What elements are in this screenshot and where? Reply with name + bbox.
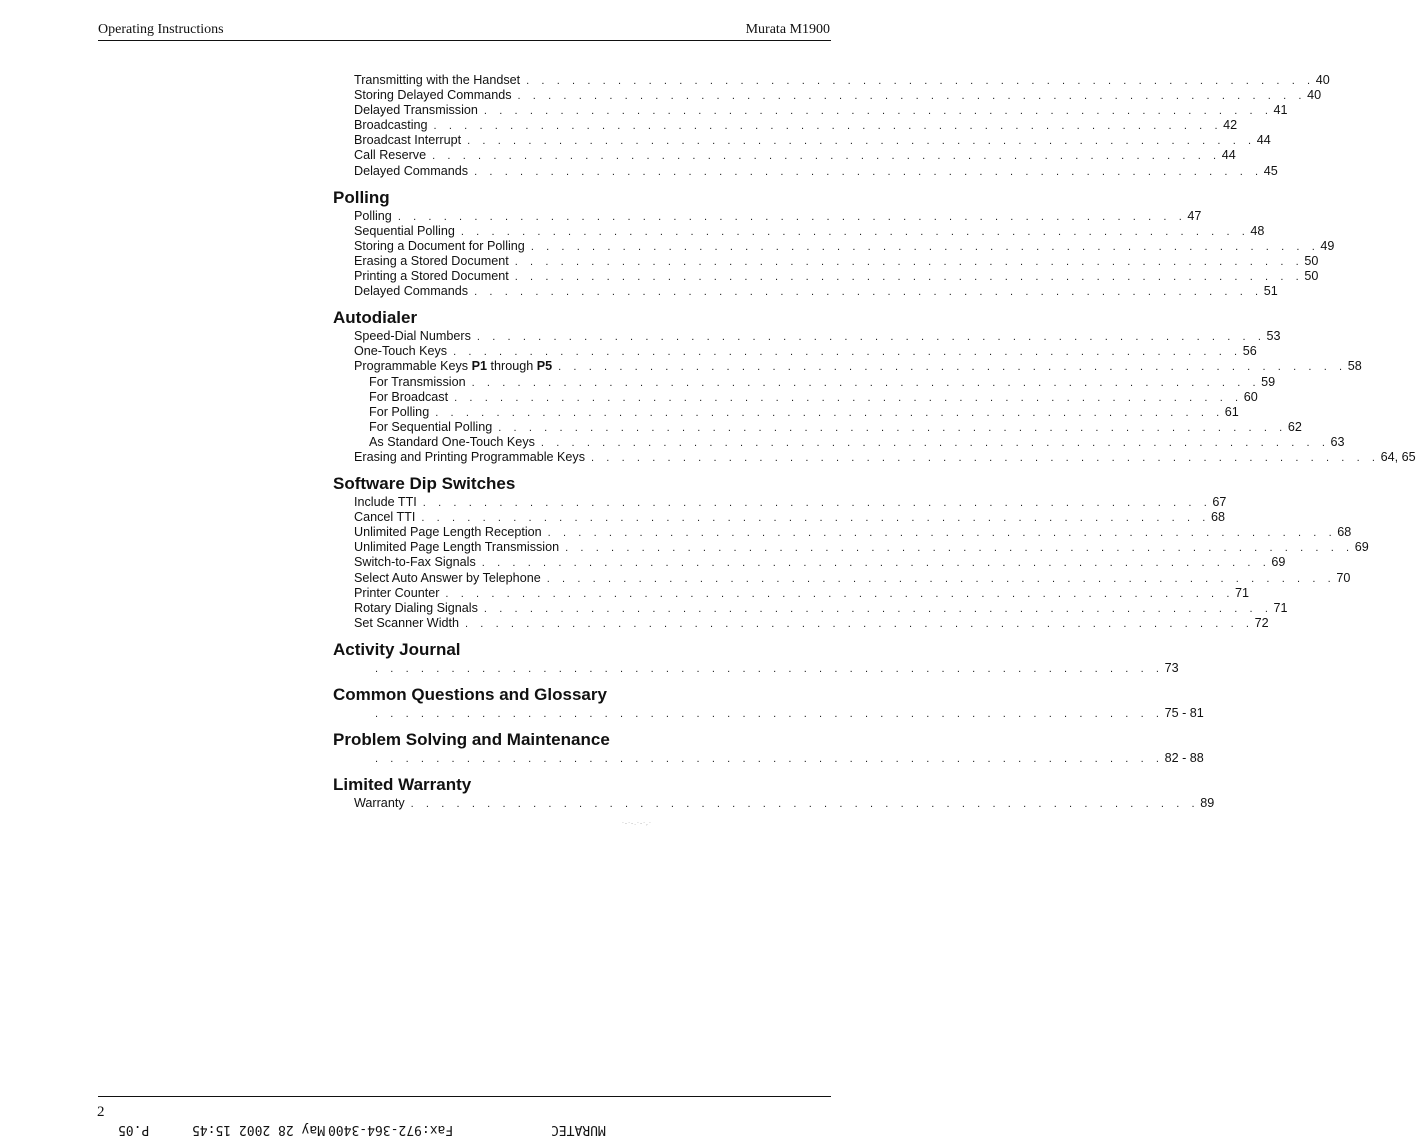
dot-leader: . . . . . . . . . . . . . . . . . . . . . . . . . . . . . . . . . . . . . . . . . . . . . . . . . . . .	[498, 421, 1287, 434]
page-number: 2	[97, 1104, 105, 1120]
toc-entry	[333, 73, 1330, 88]
fax-page-id: P.05	[118, 1122, 150, 1137]
toc-entry	[333, 238, 1335, 254]
dot-leader: . . . . . . . . . . . . . . . . . . . . . . . . . . . . . . . . . . . . . . . . . . . . . . . . . . . .	[476, 331, 1266, 344]
fax-number: Fax:972-364-3400	[328, 1122, 454, 1137]
toc-entry-page: 50	[1304, 253, 1319, 268]
toc-entry-label: Printer Counter	[354, 585, 440, 600]
toc-section	[333, 639, 1179, 676]
dot-leader: . . . . . . . . . . . . . . . . . . . . . . . . . . . . . . . . . . . . . . . . . . . . . . . . . . . .	[481, 557, 1271, 570]
dot-leader: . . . . . . . . . . . . . . . . . . . . . . . . . . . . . . . . . . . . . . . . . . . . . . . . . . . .	[540, 436, 1330, 449]
dot-leader: . . . . . . . . . . . . . . . . . . . . . . . . . . . . . . . . . . . . . . . . . . . . . . . . . . . .	[465, 617, 1254, 630]
dot-leader: . . . . . . . . . . . . . . . . . . . . . . . . . . . . . . . . . . . . . . . . . . . . . . . . . . . .	[445, 587, 1234, 600]
dot-leader: . . . . . . . . . . . . . . . . . . . . . . . . . . . . . . . . . . . . . . . . . . . . . . . . . . . .	[483, 105, 1273, 118]
dot-leader: . . . . . . . . . . . . . . . . . . . . . . . . . . . . . . . . . . . . . . . . . . . . . . . . . . . .	[467, 135, 1256, 148]
toc-entry-label: Delayed Commands	[354, 163, 469, 178]
dot-leader: . . . . . . . . . . . . . . . . . . . . . . . . . . . . . . . . . . . . . . . . . . . . . . . . . . . .	[375, 662, 1164, 675]
toc-entry-page: 73	[1164, 660, 1179, 675]
toc-entry-label: Warranty	[354, 796, 405, 811]
toc-entry-label: Delayed Commands	[354, 284, 469, 299]
dot-leader: . . . . . . . . . . . . . . . . . . . . . . . . . . . . . . . . . . . . . . . . . . . . . . . . . . . .	[517, 90, 1307, 103]
dot-leader: . . . . . . . . . . . . . . . . . . . . . . . . . . . . . . . . . . . . . . . . . . . . . . . . . . . .	[397, 210, 1187, 223]
toc-section-title: Software Dip Switches	[333, 474, 516, 494]
toc-entry-page: 49	[1320, 238, 1335, 253]
toc-entry-page: 63	[1330, 434, 1345, 449]
toc-entry-label: Cancel TTI	[354, 510, 416, 525]
toc-entry-label-part: P5	[536, 359, 553, 374]
running-header-left: Operating Instructions	[98, 22, 224, 37]
toc-entry-page: 50	[1304, 269, 1319, 284]
toc-entry-label: One-Touch Keys	[354, 344, 448, 359]
toc-entry-label-part: through	[487, 359, 537, 374]
dot-leader: . . . . . . . . . . . . . . . . . . . . . . . . . . . . . . . . . . . . . . . . . . . . . . . . . . . .	[460, 225, 1250, 238]
toc-entry-label: For Broadcast	[369, 389, 449, 404]
toc-entry	[333, 133, 1271, 148]
toc-entry-label: Storing Delayed Commands	[354, 88, 512, 103]
toc-section-title: Limited Warranty	[333, 775, 472, 795]
toc-section	[333, 187, 1335, 300]
toc-entry-label: Unlimited Page Length Transmission	[354, 540, 560, 555]
dot-leader: . . . . . . . . . . . . . . . . . . . . . . . . . . . . . . . . . . . . . . . . . . . . . . . . . . . .	[435, 406, 1224, 419]
toc-entry	[333, 540, 1369, 555]
toc-section-title: Autodialer	[333, 308, 418, 328]
dot-leader: . . . . . . . . . . . . . . . . . . . . . . . . . . . . . . . . . . . . . . . . . . . . . . . . . . . .	[526, 75, 1315, 87]
toc-entry-page: 89	[1200, 796, 1215, 811]
toc-entry-page: 44	[1221, 148, 1236, 163]
toc-section-title: Activity Journal	[333, 639, 461, 659]
toc-entry-label: Select Auto Answer by Telephone	[354, 570, 541, 585]
toc-entry	[333, 796, 1215, 811]
toc-section	[333, 473, 1369, 631]
toc-entry-label: For Polling	[369, 404, 430, 419]
toc-entry-label: Switch-to-Fax Signals	[354, 555, 476, 570]
toc-entry	[333, 434, 1345, 450]
toc-entry-page: 68	[1210, 510, 1225, 525]
toc-entry	[333, 449, 1416, 465]
toc-entry-page: 58	[1347, 359, 1362, 374]
toc-entry	[333, 615, 1269, 631]
dot-leader: . . . . . . . . . . . . . . . . . . . . . . . . . . . . . . . . . . . . . . . . . . . . . . . . . . . .	[483, 602, 1273, 615]
toc-entry-page: 41	[1273, 103, 1288, 118]
toc-entry-label: Erasing and Printing Programmable Keys	[354, 449, 585, 464]
dot-leader: . . . . . . . . . . . . . . . . . . . . . . . . . . . . . . . . . . . . . . . . . . . . . . . . . . . .	[514, 271, 1304, 284]
toc-entry	[333, 706, 1204, 721]
toc-section	[333, 307, 1416, 465]
toc-entry-label: Broadcast Interrupt	[354, 133, 462, 148]
toc-entry	[333, 269, 1319, 284]
toc-entry	[333, 88, 1322, 103]
toc-entry-page: 71	[1235, 585, 1250, 600]
toc-entry-label: Rotary Dialing Signals	[354, 600, 478, 615]
toc-entry-page: 68	[1337, 525, 1352, 540]
toc-section	[333, 729, 1204, 766]
toc-entry-label: Call Reserve	[354, 148, 427, 163]
dot-leader: . . . . . . . . . . . . . . . . . . . . . . . . . . . . . . . . . . . . . . . . . . . . . . . . . . . .	[421, 512, 1210, 525]
toc-section	[333, 73, 1330, 179]
toc-entry-page: 56	[1242, 344, 1257, 359]
toc-entry	[333, 600, 1288, 616]
dot-leader: . . . . . . . . . . . . . . . . . . . . . . . . . . . . . . . . . . . . . . . . . . . . . . . . . . . .	[433, 120, 1223, 133]
toc-entry-label: Sequential Polling	[354, 223, 455, 238]
toc-entry	[333, 495, 1227, 510]
toc-entry-label-part: P1	[471, 359, 487, 374]
header-rule	[98, 40, 831, 41]
toc-entry	[333, 118, 1238, 133]
toc-entry-page: 48	[1250, 223, 1265, 238]
running-header-right: Murata M1900	[745, 22, 830, 37]
toc-entry	[333, 223, 1265, 239]
dot-leader: . . . . . . . . . . . . . . . . . . . . . . . . . . . . . . . . . . . . . . . . . . . . . . . . . . . .	[530, 240, 1320, 253]
toc-section	[333, 774, 1215, 811]
toc-entry-label: As Standard One-Touch Keys	[369, 434, 535, 449]
toc-entry	[333, 359, 1362, 374]
fax-transmission-footer	[118, 1122, 606, 1140]
toc-entry	[333, 555, 1286, 570]
toc-entry-page: 53	[1266, 329, 1281, 344]
toc-entry-page: 40	[1307, 88, 1322, 103]
toc-entry-page: 67	[1212, 495, 1227, 510]
toc-entry	[333, 660, 1179, 676]
toc-entry	[333, 510, 1225, 525]
toc-entry	[333, 570, 1351, 586]
toc-entry	[333, 208, 1202, 224]
dot-leader: . . . . . . . . . . . . . . . . . . . . . . . . . . . . . . . . . . . . . . . . . . . . . . . . . . . .	[474, 165, 1263, 178]
scan-artifact: ·-·-.·-·,·	[622, 820, 652, 827]
toc-entry-label: Broadcasting	[354, 118, 428, 133]
toc-entry-page: 62	[1287, 419, 1302, 434]
toc-entry-label: Set Scanner Width	[354, 615, 459, 630]
fax-company: MURATEC	[551, 1122, 606, 1137]
toc-entry-label: Delayed Transmission	[354, 103, 478, 118]
toc-section-title: Problem Solving and Maintenance	[333, 730, 610, 750]
toc-entry	[333, 329, 1281, 344]
toc-entry	[333, 284, 1278, 299]
dot-leader: . . . . . . . . . . . . . . . . . . . . . . . . . . . . . . . . . . . . . . . . . . . . . . . . . . . .	[514, 255, 1304, 268]
toc-entry-label: Storing a Document for Polling	[354, 238, 525, 253]
fax-date: May 28 2002 15:45	[192, 1122, 326, 1137]
toc-entry	[333, 344, 1257, 359]
toc-entry-page: 70	[1336, 570, 1351, 585]
toc-section-title: Common Questions and Glossary	[333, 685, 607, 704]
toc-entry	[333, 163, 1278, 179]
table-of-contents	[333, 73, 1416, 811]
dot-leader: . . . . . . . . . . . . . . . . . . . . . . . . . . . . . . . . . . . . . . . . . . . . . . . . . . . .	[546, 572, 1336, 585]
dot-leader: . . . . . . . . . . . . . . . . . . . . . . . . . . . . . . . . . . . . . . . . . . . . . . . . . . . .	[591, 451, 1380, 464]
toc-entry-page: 51	[1263, 284, 1278, 299]
dot-leader: . . . . . . . . . . . . . . . . . . . . . . . . . . . . . . . . . . . . . . . . . . . . . . . . . . . .	[565, 542, 1354, 555]
toc-entry	[333, 751, 1204, 766]
toc-entry-label: Polling	[354, 208, 392, 223]
dot-leader: . . . . . . . . . . . . . . . . . . . . . . . . . . . . . . . . . . . . . . . . . . . . . . . . . . . .	[474, 286, 1263, 299]
toc-entry-label: Unlimited Page Length Reception	[354, 525, 542, 540]
toc-entry	[333, 525, 1352, 540]
dot-leader: . . . . . . . . . . . . . . . . . . . . . . . . . . . . . . . . . . . . . . . . . . . . . . . . . . . .	[375, 753, 1164, 766]
footer-rule	[98, 1096, 831, 1097]
toc-entry	[333, 253, 1319, 269]
toc-entry-label: Erasing a Stored Document	[354, 253, 509, 268]
toc-entry-page: 47	[1187, 208, 1202, 223]
dot-leader: . . . . . . . . . . . . . . . . . . . . . . . . . . . . . . . . . . . . . . . . . . . . . . . . . . . .	[454, 391, 1243, 404]
toc-entry	[333, 585, 1250, 601]
dot-leader: . . . . . . . . . . . . . . . . . . . . . . . . . . . . . . . . . . . . . . . . . . . . . . . . . . . .	[422, 497, 1212, 510]
dot-leader: . . . . . . . . . . . . . . . . . . . . . . . . . . . . . . . . . . . . . . . . . . . . . . . . . . . .	[558, 361, 1347, 374]
dot-leader: . . . . . . . . . . . . . . . . . . . . . . . . . . . . . . . . . . . . . . . . . . . . . . . . . . . .	[453, 346, 1242, 359]
toc-entry-label: Transmitting with the Handset	[354, 73, 521, 87]
toc-entry-page: 44	[1256, 133, 1271, 148]
toc-entry	[333, 404, 1239, 420]
toc-entry-label-part: Programmable Keys	[354, 359, 472, 374]
toc-entry-page: 42	[1223, 118, 1238, 133]
toc-entry	[333, 103, 1288, 118]
toc-entry-label: Speed-Dial Numbers	[354, 329, 471, 344]
dot-leader: . . . . . . . . . . . . . . . . . . . . . . . . . . . . . . . . . . . . . . . . . . . . . . . . . . . .	[547, 527, 1337, 540]
toc-entry-page: 75 - 81	[1164, 706, 1204, 720]
toc-entry	[333, 389, 1258, 405]
toc-entry-page: 72	[1254, 615, 1269, 630]
dot-leader: . . . . . . . . . . . . . . . . . . . . . . . . . . . . . . . . . . . . . . . . . . . . . . . . . . . .	[432, 150, 1221, 163]
toc-entry-label	[354, 359, 552, 374]
toc-entry	[333, 419, 1302, 435]
toc-entry-page: 59	[1261, 374, 1276, 389]
toc-entry-label: Include TTI	[354, 495, 417, 510]
toc-section	[333, 684, 1204, 721]
dot-leader: . . . . . . . . . . . . . . . . . . . . . . . . . . . . . . . . . . . . . . . . . . . . . . . . . . . .	[375, 708, 1164, 720]
toc-entry-page: 64, 65	[1380, 449, 1416, 464]
toc-entry-label: For Transmission	[369, 374, 466, 389]
toc-entry-label: For Sequential Polling	[369, 419, 493, 434]
toc-entry-page: 69	[1354, 540, 1369, 555]
toc-entry-page: 60	[1243, 389, 1258, 404]
toc-entry	[333, 374, 1276, 390]
toc-entry-page: 45	[1263, 163, 1278, 178]
toc-entry-page: 69	[1271, 555, 1286, 570]
toc-entry-page: 82 - 88	[1164, 751, 1204, 766]
dot-leader: . . . . . . . . . . . . . . . . . . . . . . . . . . . . . . . . . . . . . . . . . . . . . . . . . . . .	[471, 376, 1261, 389]
toc-entry-page: 61	[1224, 404, 1239, 419]
toc-section-title: Polling	[333, 187, 390, 207]
toc-entry	[333, 148, 1236, 163]
dot-leader: . . . . . . . . . . . . . . . . . . . . . . . . . . . . . . . . . . . . . . . . . . . . . . . . . . . .	[410, 798, 1200, 811]
toc-entry-label: Printing a Stored Document	[354, 269, 509, 284]
toc-entry-page: 71	[1273, 600, 1288, 615]
toc-entry-page: 40	[1315, 73, 1330, 87]
